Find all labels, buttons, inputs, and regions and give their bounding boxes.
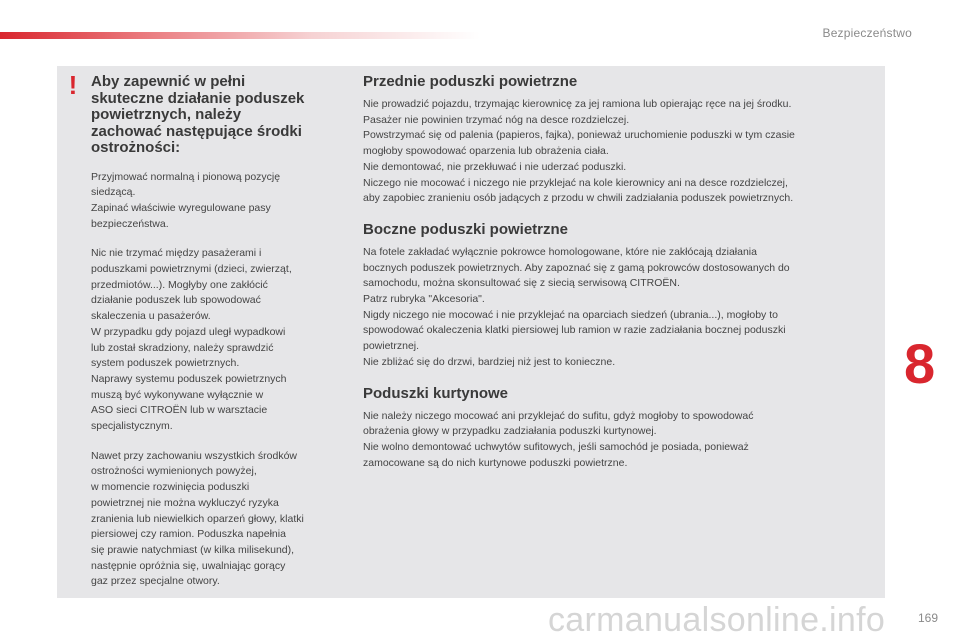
text-line: zranienia lub niewielkich oparzeń głowy, klatki bbox=[91, 512, 304, 525]
text-line: ostrożności wymienionych powyżej, bbox=[91, 465, 257, 478]
text-line: się prawie natychmiast (w kilka milisekund), bbox=[91, 543, 295, 556]
text-line: powietrznej nie można wykluczyć ryzyka bbox=[91, 496, 279, 509]
text-line: Nie należy niczego mocować ani przyklejać do sufitu, gdyż mogłoby to spowodować bbox=[363, 409, 754, 422]
text-line: Powstrzymać się od palenia (papieros, fajka), ponieważ uruchomienie poduszki w tym czasie bbox=[363, 129, 795, 142]
text-line: samochodu, można skonsultować się z siecią serwisową CITROËN. bbox=[363, 277, 680, 290]
text-line: mogłoby spowodować oparzenia lub obrażenia ciała. bbox=[363, 145, 609, 158]
text-line: Niczego nie mocować i niczego nie przyklejać na kole kierownicy ani na desce rozdzielczej, bbox=[363, 176, 788, 189]
text-line: Pasażer nie powinien trzymać nóg na desce rozdzielczej. bbox=[363, 113, 630, 126]
text-line: Nie demontować, nie przekłuwać i nie uderzać poduszki. bbox=[363, 160, 627, 173]
section-heading: Boczne poduszki powietrzne bbox=[363, 220, 569, 238]
text-line: przedmiotów...). Mogłyby one zakłócić bbox=[91, 278, 268, 291]
warning-title-line: powietrznych, należy bbox=[91, 106, 242, 123]
page-number: 169 bbox=[917, 611, 938, 625]
text-line: system poduszek powietrznych. bbox=[91, 357, 240, 370]
warning-paragraph-posture bbox=[91, 170, 346, 233]
text-line: Nie wolno demontować uchwytów sufitowych, jeśli samochód je posiada, ponieważ bbox=[363, 440, 749, 453]
text-line: Naprawy systemu poduszek powietrznych bbox=[91, 372, 287, 385]
text-line: gaz przez specjalne otwory. bbox=[91, 575, 220, 588]
section-body bbox=[363, 97, 873, 207]
text-line: Nawet przy zachowaniu wszystkich środków bbox=[91, 449, 297, 462]
text-line: bocznych poduszek powietrznych. Aby zapoznać się z gamą pokrowców dostosowanych do bbox=[363, 261, 790, 274]
section-curtain-airbags bbox=[363, 385, 873, 472]
text-line: Nic nie trzymać między pasażerami i bbox=[91, 247, 262, 260]
section-body bbox=[363, 409, 873, 472]
text-line: Na fotele zakładać wyłącznie pokrowce homologowane, które nie zakłócają działania bbox=[363, 245, 757, 258]
warning-column bbox=[91, 74, 346, 604]
text-line: lub został skradziony, należy sprawdzić bbox=[91, 341, 274, 354]
text-line: ASO sieci CITROËN lub w warsztacie bbox=[91, 404, 268, 417]
warning-title-line: zachować następujące środki bbox=[91, 122, 302, 140]
section-title: Bezpieczeństwo bbox=[822, 26, 912, 40]
warning-paragraph-injury bbox=[91, 449, 346, 590]
text-line: zamocowane są do nich kurtynowe poduszki powietrzne. bbox=[363, 456, 628, 469]
text-line: muszą być wykonywane wyłącznie w bbox=[91, 388, 264, 401]
section-body bbox=[363, 245, 873, 371]
text-line: Nie prowadzić pojazdu, trzymając kierownicę za jej ramiona lub opierając ręce na jej środku. bbox=[363, 98, 792, 110]
warning-icon: ! bbox=[68, 70, 78, 100]
text-line: powietrznej. bbox=[363, 340, 420, 353]
text-line: Nigdy niczego nie mocować i nie przyklejać na oparciach siedzeń (ubrania...), mogłoby to bbox=[363, 308, 778, 321]
warning-paragraph-objects bbox=[91, 246, 346, 434]
text-line: aby zapobiec zranieniu osób jadących z przodu w chwili zadziałania poduszek powietrznych. bbox=[363, 192, 794, 205]
text-line: W przypadku gdy pojazd uległ wypadkowi bbox=[91, 325, 286, 338]
text-line: specjalistycznym. bbox=[91, 420, 173, 433]
text-line: obrażenia głowy w przypadku zadziałania poduszki kurtynowej. bbox=[363, 425, 657, 438]
text-line: Patrz rubryka "Akcesoria". bbox=[363, 293, 485, 306]
section-heading: Poduszki kurtynowe bbox=[363, 384, 509, 402]
text-line: następnie opróżnia się, uwalniając gorący bbox=[91, 559, 286, 572]
text-line: Nie zbliżać się do drzwi, bardziej niż jest to konieczne. bbox=[363, 355, 616, 368]
text-line: w momencie rozwinięcia poduszki bbox=[91, 481, 250, 494]
warning-title-line: skuteczne działanie poduszek bbox=[91, 89, 305, 107]
text-line: skaleczenia u pasażerów. bbox=[91, 310, 211, 323]
text-line: Zapinać właściwie wyregulowane pasy bbox=[91, 201, 271, 214]
text-line: Przyjmować normalną i pionową pozycję bbox=[91, 170, 281, 183]
watermark: carmanualsonline.info bbox=[548, 601, 886, 639]
section-front-airbags bbox=[363, 73, 873, 207]
header-accent-bar bbox=[0, 32, 480, 39]
text-line: bezpieczeństwa. bbox=[91, 217, 169, 230]
section-side-airbags bbox=[363, 221, 873, 371]
text-line: piersiowej czy ramion. Poduszka napełnia bbox=[91, 528, 286, 541]
text-line: spowodować okaleczenia klatki piersiowej lub ramion w razie zadziałania bocznej poduszki bbox=[363, 324, 786, 337]
warning-title-line: ostrożności: bbox=[91, 139, 181, 156]
warning-title bbox=[91, 74, 346, 157]
text-line: siedzącą. bbox=[91, 186, 136, 199]
section-heading: Przednie poduszki powietrzne bbox=[363, 73, 578, 90]
text-line: działanie poduszek lub spowodować bbox=[91, 294, 261, 307]
chapter-number: 8 bbox=[904, 332, 936, 395]
text-line: poduszkami powietrznymi (dzieci, zwierząt, bbox=[91, 263, 292, 276]
sections-column bbox=[363, 73, 873, 485]
warning-title-line: Aby zapewnić w pełni bbox=[91, 73, 246, 90]
